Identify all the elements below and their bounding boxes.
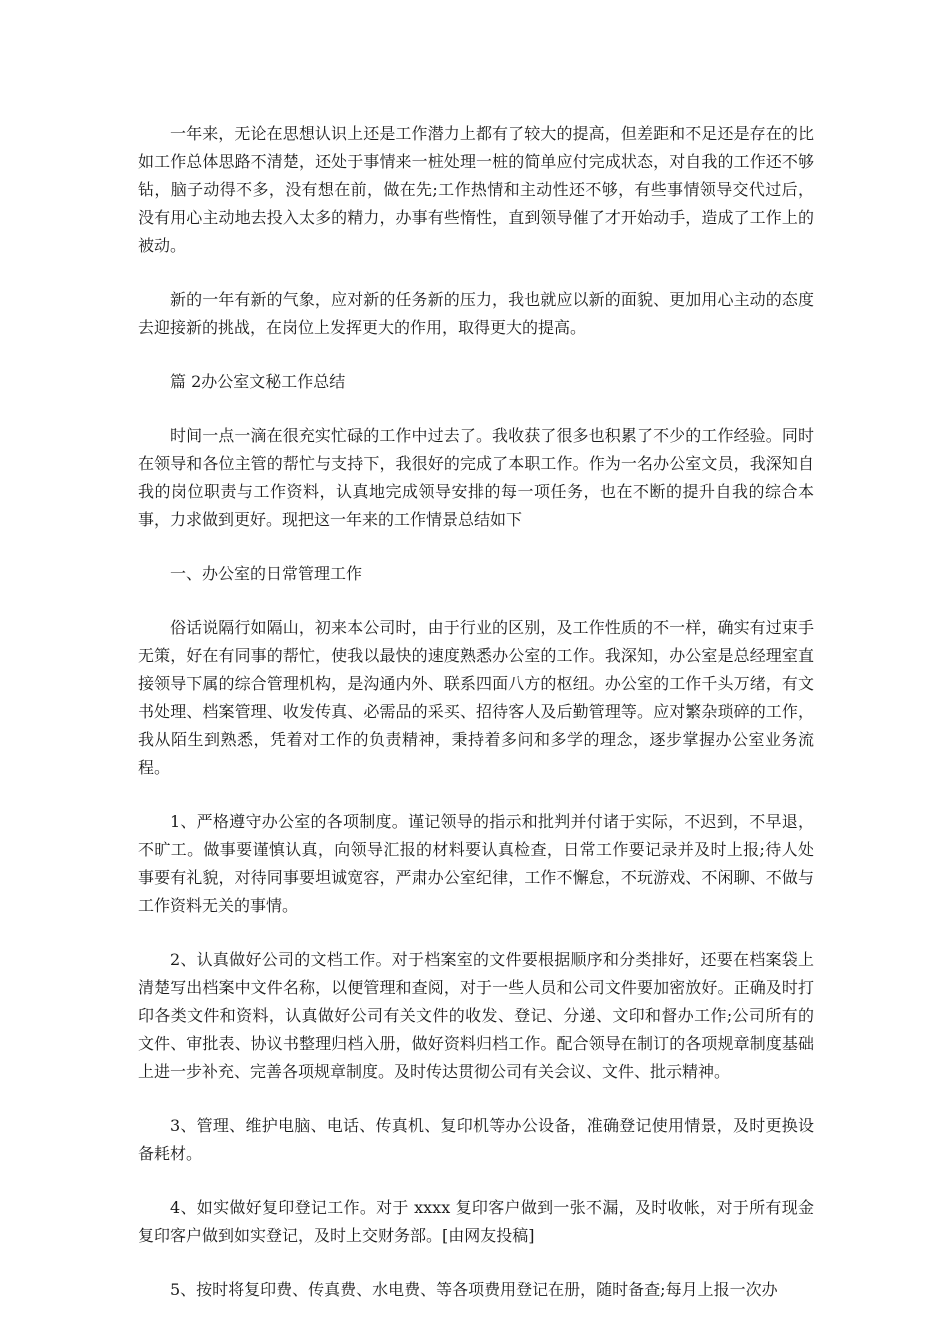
section-title: 篇 2办公室文秘工作总结 [170, 372, 346, 391]
paragraph-item-1: 1、严格遵守办公室的各项制度。谨记领导的指示和批判并付诸于实际，不迟到，不早退，不旷工。做事要谨慎认真，向领导汇报的材料要认真检查，日常工作要记录并及时上报;待人处事要有礼貌，对待同事要坦诚宽容，严肃办公室纪律，工作不懈怠，不玩游戏、不闲聊、不做与工作资料无关的事情。 [138, 812, 814, 915]
paragraph-item-4: 4、如实做好复印登记工作。对于 xxxx 复印客户做到一张不漏，及时收帐，对于所有现金复印客户做到如实登记，及时上交财务部。[由网友投稿] [138, 1198, 814, 1245]
paragraph-office-management: 俗话说隔行如隔山，初来本公司时，由于行业的区别，及工作性质的不一样，确实有过束手无策，好在有同事的帮忙，使我以最快的速度熟悉办公室的工作。我深知，办公室是总经理室直接领导下属的综合管理机构，是沟通内外、联系四面八方的枢纽。办公室的工作千头万绪，有文书处理、档案管理、收发传真、必需品的采买、招待客人及后勤管理等。应对繁杂琐碎的工作，我从陌生到熟悉，凭着对工作的负责精神，秉持着多问和多学的理念，逐步掌握办公室业务流程。 [138, 618, 814, 777]
paragraph-summary: 一年来，无论在思想认识上还是工作潜力上都有了较大的提高，但差距和不足还是存在的比如工作总体思路不清楚，还处于事情来一桩处理一桩的简单应付完成状态，对自我的工作还不够钻，脑子动得不多，没有想在前，做在先;工作热情和主动性还不够，有些事情领导交代过后，没有用心主动地去投入太多的精力，办事有些惰性，直到领导催了才开始动手，造成了工作上的被动。 [138, 124, 814, 255]
paragraph-item-2: 2、认真做好公司的文档工作。对于档案室的文件要根据顺序和分类排好，还要在档案袋上清楚写出档案中文件名称，以便管理和查阅，对于一些人员和公司文件要加密放好。正确及时打印各类文件和资料，认真做好公司有关文件的收发、登记、分递、文印和督办工作;公司所有的文件、审批表、协议书整理归档入册，做好资料归档工作。配合领导在制订的各项规章制度基础上进一步补充、完善各项规章制度。及时传达贯彻公司有关会议、文件、批示精神。 [138, 950, 814, 1081]
paragraph-new-year: 新的一年有新的气象，应对新的任务新的压力，我也就应以新的面貌、更加用心主动的态度去迎接新的挑战，在岗位上发挥更大的作用，取得更大的提高。 [138, 290, 814, 337]
document-body [138, 120, 814, 1330]
subsection-title: 一、办公室的日常管理工作 [170, 564, 363, 583]
paragraph-item-5: 5、按时将复印费、传真费、水电费、等各项费用登记在册，随时备查;每月上报一次办 [170, 1280, 778, 1299]
paragraph-item-3: 3、管理、维护电脑、电话、传真机、复印机等办公设备，准确登记使用情景，及时更换设备耗材。 [138, 1116, 814, 1163]
paragraph-intro: 时间一点一滴在很充实忙碌的工作中过去了。我收获了很多也积累了不少的工作经验。同时在领导和各位主管的帮忙与支持下，我很好的完成了本职工作。作为一名办公室文员，我深知自我的岗位职责与工作资料，认真地完成领导安排的每一项任务，也在不断的提升自我的综合本事，力求做到更好。现把这一年来的工作情景总结如下 [138, 426, 814, 529]
